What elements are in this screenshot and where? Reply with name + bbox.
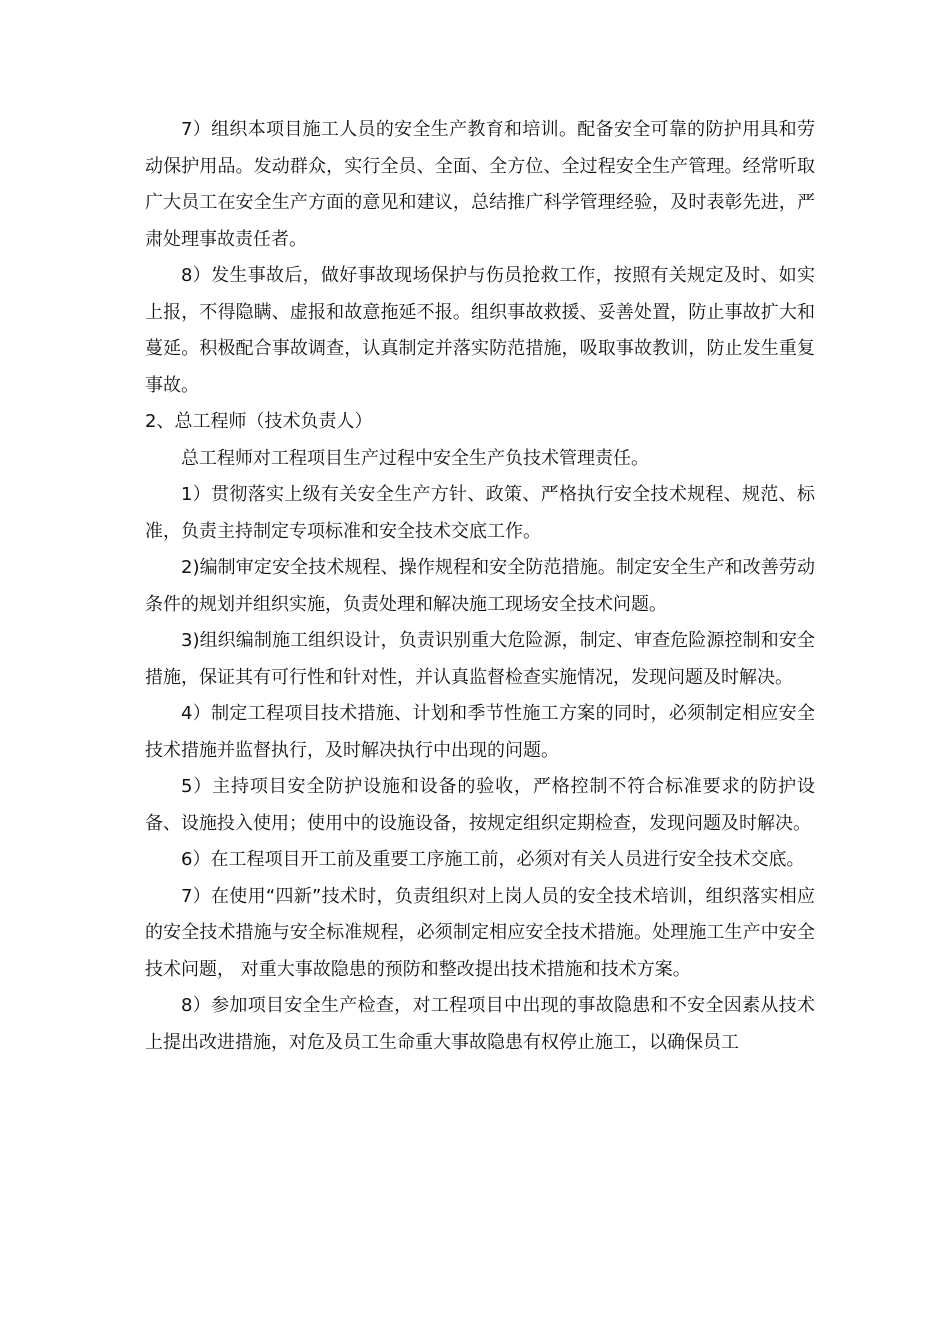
list-item: 4）制定工程项目技术措施、计划和季节性施工方案的同时，必须制定相应安全技术措施并监督执行，及时解决执行中出现的问题。 — [145, 703, 815, 761]
section-intro: 总工程师对工程项目生产过程中安全生产负技术管理责任。 — [181, 447, 649, 469]
list-item: 1）贯彻落实上级有关安全生产方针、政策、严格执行安全技术规程、规范、标准，负责主持制定专项标准和安全技术交底工作。 — [145, 484, 815, 542]
list-item: 2)编制审定安全技术规程、操作规程和安全防范措施。制定安全生产和改善劳动条件的规划并组织实施，负责处理和解决施工现场安全技术问题。 — [145, 557, 815, 615]
document-body — [145, 112, 815, 1061]
list-item: 8）参加项目安全生产检查，对工程项目中出现的事故隐患和不安全因素从技术上提出改进措施，对危及员工生命重大事故隐患有权停止施工，以确保员工 — [145, 995, 815, 1053]
list-item: 3)组织编制施工组织设计，负责识别重大危险源，制定、审查危险源控制和安全措施，保证其有可行性和针对性，并认真监督检查实施情况，发现问题及时解决。 — [145, 630, 815, 688]
paragraph-item-8: 8）发生事故后，做好事故现场保护与伤员抢救工作，按照有关规定及时、如实上报，不得隐瞒、虚报和故意拖延不报。组织事故救援、妥善处置，防止事故扩大和蔓延。积极配合事故调查，认真制定并落实防范措施，吸取事故教训，防止发生重复事故。 — [145, 265, 815, 396]
paragraph-item-7: 7）组织本项目施工人员的安全生产教育和培训。配备安全可靠的防护用具和劳动保护用品。发动群众，实行全员、全面、全方位、全过程安全生产管理。经常听取广大员工在安全生产方面的意见和建议，总结推广科学管理经验，及时表彰先进，严肃处理事故责任者。 — [145, 119, 815, 250]
section-heading: 2、总工程师（技术负责人） — [145, 411, 373, 432]
list-item: 5）主持项目安全防护设施和设备的验收，严格控制不符合标准要求的防护设备、设施投入使用；使用中的设施设备，按规定组织定期检查，发现问题及时解决。 — [145, 776, 815, 834]
list-item: 7）在使用“四新”技术时，负责组织对上岗人员的安全技术培训，组织落实相应的安全技术措施与安全标准规程，必须制定相应安全技术措施。处理施工生产中安全技术问题， 对重大事故隐患的预防和整改提出技术措施和技术方案。 — [145, 885, 815, 980]
list-item: 6）在工程项目开工前及重要工序施工前，必须对有关人员进行安全技术交底。 — [181, 849, 805, 870]
